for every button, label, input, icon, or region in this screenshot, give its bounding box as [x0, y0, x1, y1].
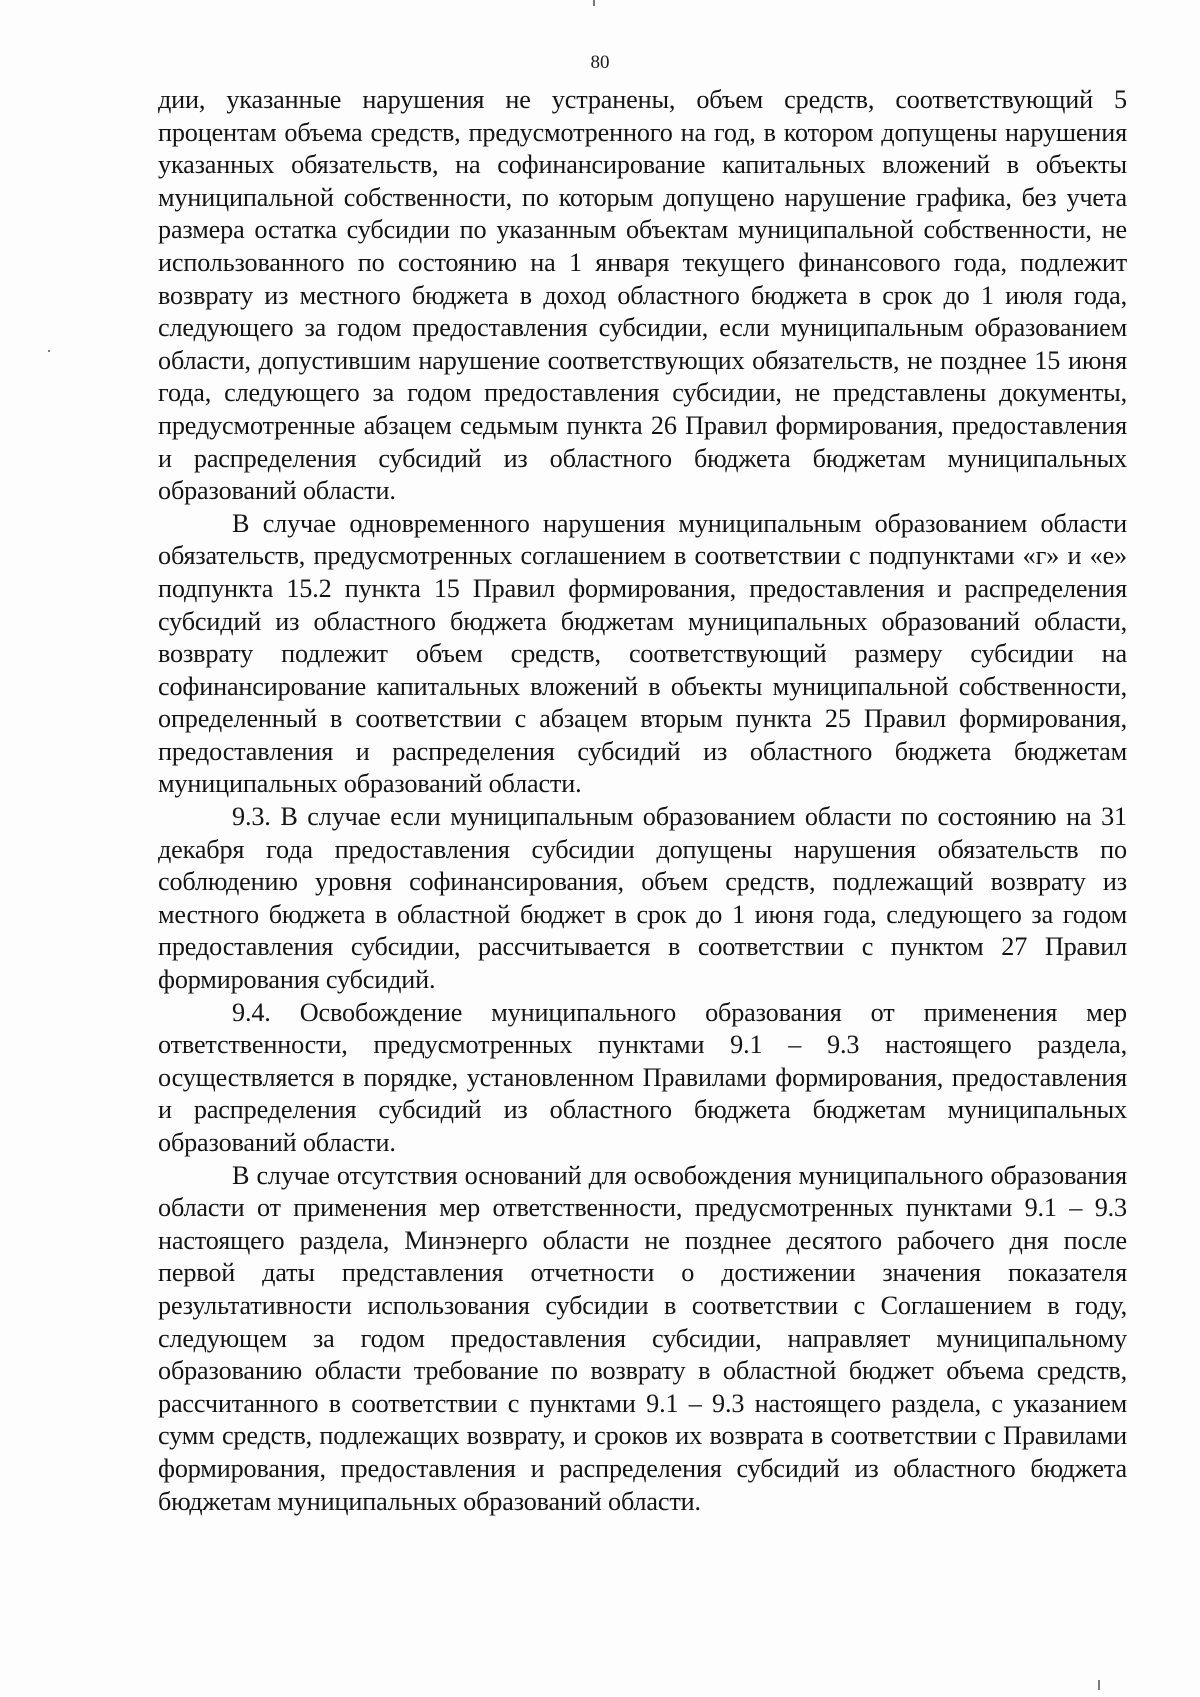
paragraph-section-9-4: 9.4. Освобождение муниципального образования от применения мер ответственности, предусмотренных пунктами 9.1 – 9.3 настоящего раздела, осуществляется в порядке, установленном Правилами формирования, предоставления и распределения субсидий из областного бюджета бюджетам муниципальных образований области.: [158, 997, 1127, 1157]
document-body: [158, 84, 1127, 1518]
page-number: 80: [590, 52, 610, 73]
paragraph-section-9-3: 9.3. В случае если муниципальным образованием области по состоянию на 31 декабря года предоставления субсидии допущены нарушения обязательств по соблюдению уровня софинансирования, объем средств, подлежащий возврату из местного бюджета в областной бюджет в срок до 1 июня года, следующего за годом предоставления субсидии, рассчитывается в соответствии с пунктом 27 Правил формирования субсидий.: [158, 802, 1127, 995]
scan-artifact-mark: [1098, 1680, 1100, 1690]
scan-artifact-mark: [48, 350, 50, 352]
paragraph-simultaneous-violation: В случае одновременного нарушения муниципальным образованием области обязательств, предусмотренных соглашением в соответствии с подпунктами «г» и «е» подпункта 15.2 пункта 15 Правил формирования, предоставления и распределения субсидий из областного бюджета бюджетам муниципальных образований области, возврату подлежит объем средств, соответствующий размеру субсидии на софинансирование капитальных вложений в объекты муниципальной собственности, определенный в соответствии с абзацем вторым пункта 25 Правил формирования, предоставления и распределения субсидий из областного бюджета бюджетам муниципальных образований области.: [158, 508, 1127, 799]
scan-artifact-mark: [593, 0, 595, 6]
paragraph-no-grounds-for-release: В случае отсутствия оснований для освобождения муниципального образования области от применения мер ответственности, предусмотренных пунктами 9.1 – 9.3 настоящего раздела, Минэнерго области не позднее десятого рабочего дня после первой даты представления отчетности о достижении значения показателя результативности использования субсидии в соответствии с Соглашением в году, следующем за годом предоставления субсидии, направляет муниципальному образованию области требование по возврату в областной бюджет объема средств, рассчитанного в соответствии с пунктами 9.1 – 9.3 настоящего раздела, с указанием сумм средств, подлежащих возврату, и сроков их возврата в соответствии с Правилами формирования, предоставления и распределения субсидий из областного бюджета бюджетам муниципальных образований области.: [158, 1160, 1127, 1516]
paragraph-continuation: дии, указанные нарушения не устранены, объем средств, соответствующий 5 процентам объема средств, предусмотренного на год, в котором допущены нарушения указанных обязательств, на софинансирование капитальных вложений в объекты муниципальной собственности, по которым допущено нарушение графика, без учета размера остатка субсидии по указанным объектам муниципальной собственности, не использованного по состоянию на 1 января текущего финансового года, подлежит возврату из местного бюджета в доход областного бюджета в срок до 1 июля года, следующего за годом предоставления субсидии, если муниципальным образованием области, допустившим нарушение соответствующих обязательств, не позднее 15 июня года, следующего за годом предоставления субсидии, не представлены документы, предусмотренные абзацем седьмым пункта 26 Правил формирования, предоставления и распределения субсидий из областного бюджета бюджетам муниципальных образований области.: [158, 85, 1127, 506]
